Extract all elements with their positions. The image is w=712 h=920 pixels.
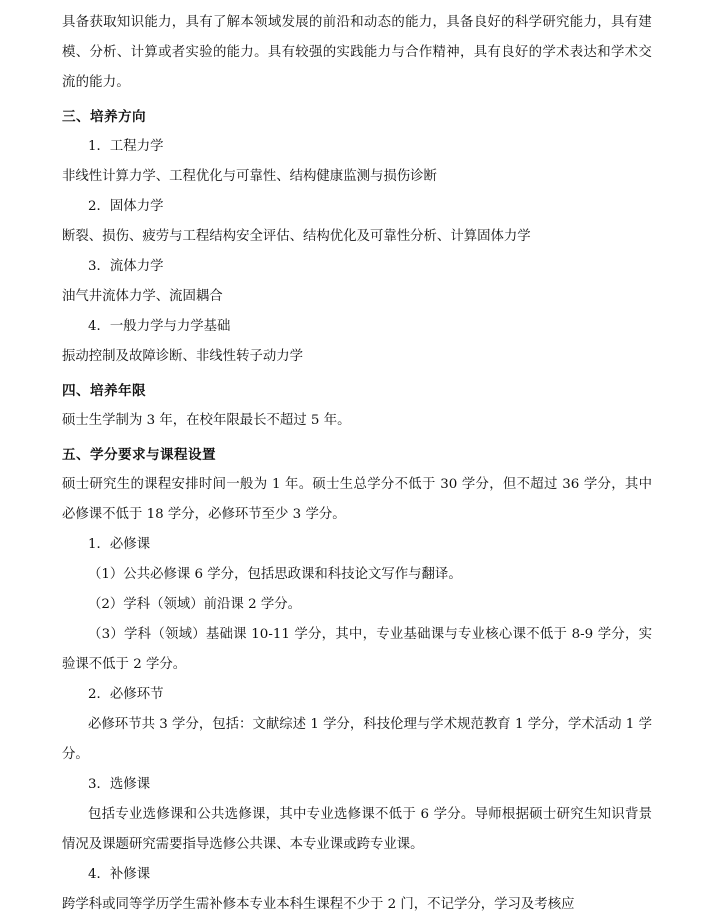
section-4-paragraph: 硕士生学制为 3 年，在校年限最长不超过 5 年。 xyxy=(62,413,351,428)
subsection-label-4: 4．补修课 xyxy=(88,867,151,882)
section-number-3: 三、 xyxy=(62,109,90,125)
direction-label-4: 4．一般力学与力学基础 xyxy=(88,319,231,334)
section-number-5: 五、 xyxy=(62,447,90,463)
direction-detail-1: 非线性计算力学、工程优化与可靠性、结构健康监测与损伤诊断 xyxy=(62,169,437,184)
subsection-1-line-2: （2）学科（领域）前沿课 2 学分。 xyxy=(88,597,302,612)
subsection-1-line-3: （3）学科（领域）基础课 10-11 学分，其中，专业基础课与专业核心课不低于 8-9 学分，实验课不低于 2 学分。 xyxy=(62,627,652,672)
subsection-label-2: 2．必修环节 xyxy=(88,687,164,702)
intro-paragraph: 具备获取知识能力，具有了解本领域发展的前沿和动态的能力，具备良好的科学研究能力，具有建模、分析、计算或者实验的能力。具有较强的实践能力与合作精神，具有良好的学术表达和学术交流的能力。 xyxy=(62,15,652,90)
direction-detail-4: 振动控制及故障诊断、非线性转子动力学 xyxy=(62,349,304,364)
subsection-4-line-1: 跨学科或同等学历学生需补修本专业本科生课程不少于 2 门，不记学分，学习及考核应 xyxy=(62,897,575,912)
subsection-2-line-1: 必修环节共 3 学分，包括：文献综述 1 学分，科技伦理与学术规范教育 1 学分，学术活动 1 学分。 xyxy=(62,717,652,762)
direction-detail-3: 油气井流体力学、流固耦合 xyxy=(62,289,223,304)
section-title-5: 学分要求与课程设置 xyxy=(90,447,216,463)
subsection-3-line-1: 包括专业选修课和公共选修课，其中专业选修课不低于 6 学分。导师根据硕士研究生知识背景情况及课题研究需要指导选修公共课、本专业课或跨专业课。 xyxy=(62,807,652,852)
section-title-3: 培养方向 xyxy=(90,109,146,125)
section-number-4: 四、 xyxy=(62,383,90,399)
section-5-paragraph: 硕士研究生的课程安排时间一般为 1 年。硕士生总学分不低于 30 学分，但不超过 36 学分，其中必修课不低于 18 学分，必修环节至少 3 学分。 xyxy=(62,477,652,522)
subsection-label-1: 1．必修课 xyxy=(88,537,151,552)
section-heading-4 xyxy=(62,376,652,406)
direction-label-3: 3．流体力学 xyxy=(88,259,164,274)
section-heading-5 xyxy=(62,440,652,470)
subsection-label-3: 3．选修课 xyxy=(88,777,151,792)
direction-label-1: 1．工程力学 xyxy=(88,139,164,154)
section-heading-3 xyxy=(62,102,652,132)
subsection-1-line-1: （1）公共必修课 6 学分，包括思政课和科技论文写作与翻译。 xyxy=(88,567,462,582)
section-title-4: 培养年限 xyxy=(90,383,146,399)
direction-label-2: 2．固体力学 xyxy=(88,199,164,214)
direction-detail-2: 断裂、损伤、疲劳与工程结构安全评估、结构优化及可靠性分析、计算固体力学 xyxy=(62,229,531,244)
